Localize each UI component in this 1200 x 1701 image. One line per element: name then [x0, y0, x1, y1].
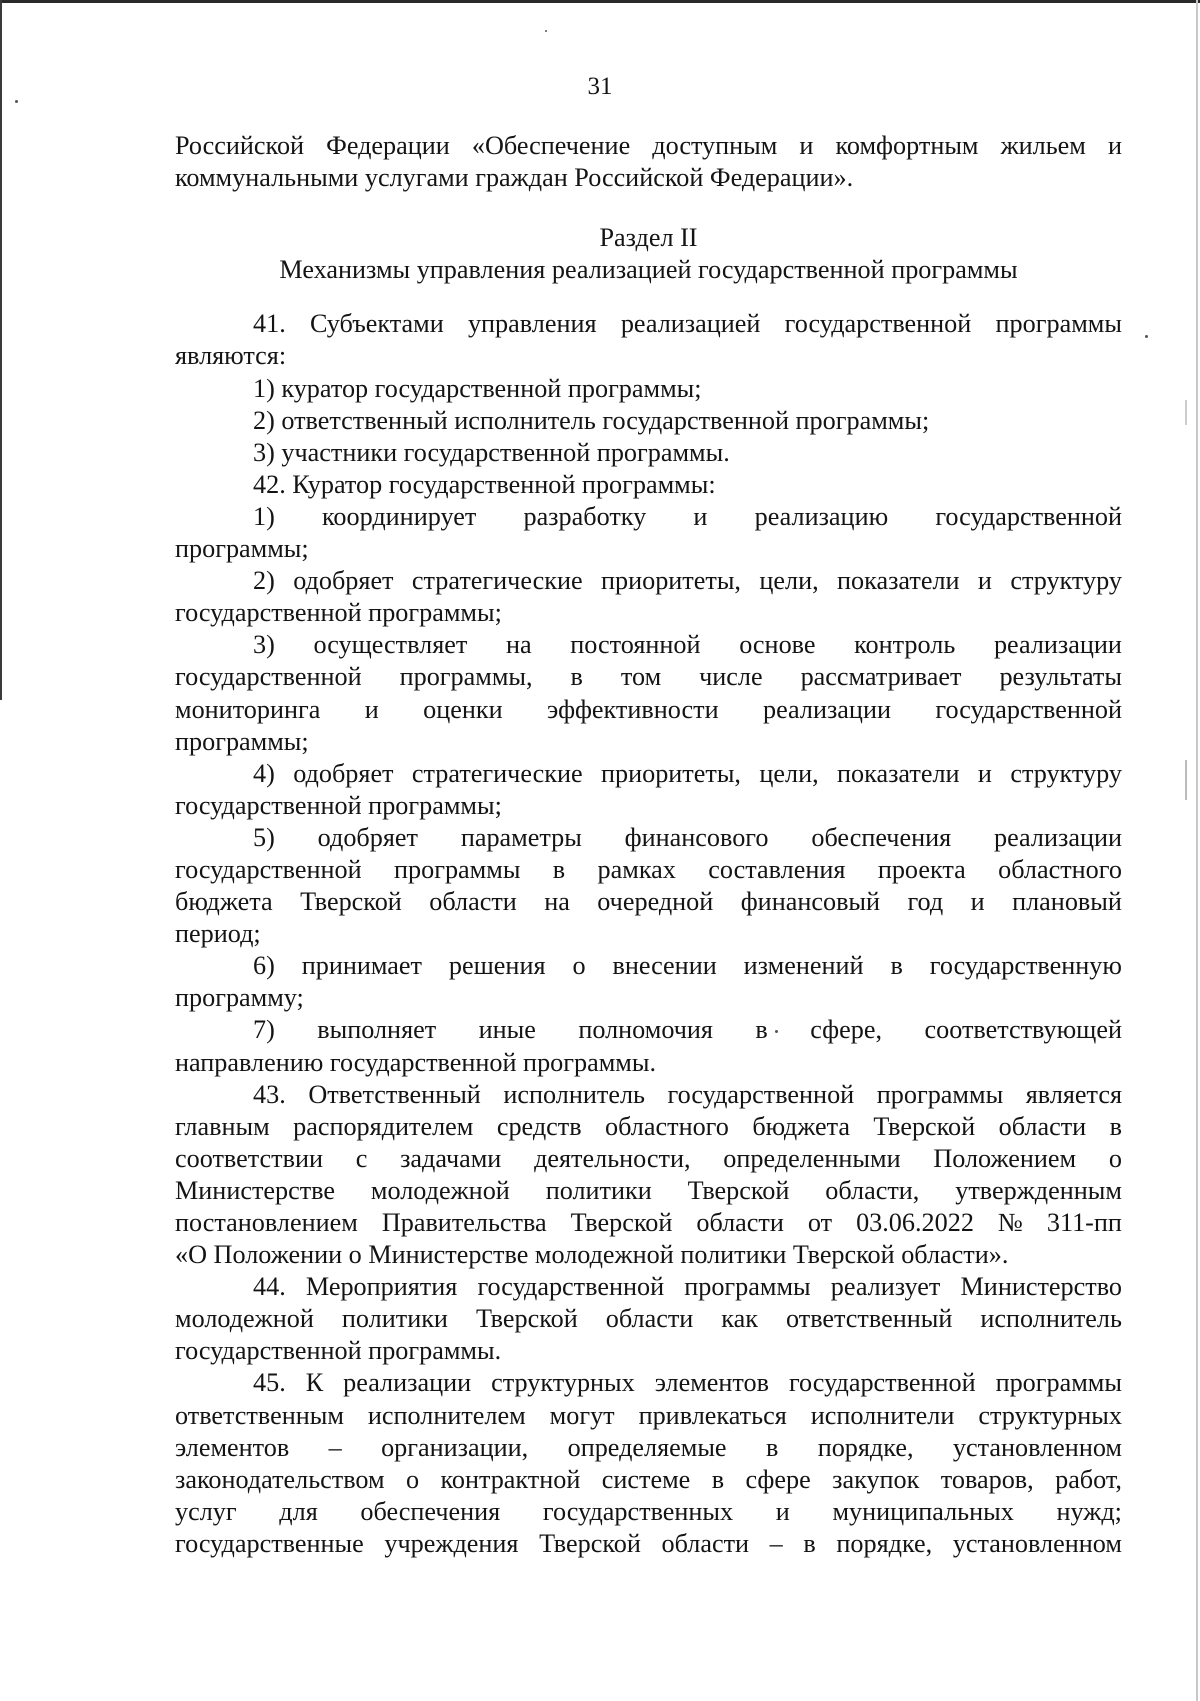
word: структуру: [1010, 758, 1122, 788]
word: нужд;: [1056, 1496, 1122, 1526]
word: постоянной: [570, 630, 701, 660]
scan-speck: [1145, 335, 1148, 338]
word: принимает: [301, 951, 422, 981]
word: одобряет: [293, 758, 394, 788]
word: муниципальных: [832, 1496, 1014, 1526]
word: стратегические: [411, 566, 583, 596]
word: исполнители: [810, 1400, 955, 1430]
text-line: [175, 1464, 1122, 1496]
text-line: [175, 1079, 1122, 1111]
text-line: [175, 694, 1122, 726]
word: 03.06.2022: [856, 1208, 974, 1237]
text-line: [175, 1143, 1122, 1175]
word: средств: [496, 1111, 582, 1141]
word: государственной: [175, 662, 362, 692]
word: области,: [825, 1175, 920, 1205]
word: государственные: [175, 1528, 364, 1558]
word: государственной: [667, 1079, 855, 1109]
word: мониторинга: [175, 694, 321, 724]
word: в: [1109, 1111, 1122, 1141]
document-body: [175, 130, 1122, 1560]
word: области: [605, 1304, 694, 1334]
word: реализацию: [754, 501, 889, 531]
word: учреждения: [384, 1528, 519, 1558]
word: структуру: [1010, 566, 1122, 596]
word: реализации: [762, 694, 891, 724]
spacer: [175, 286, 1122, 308]
word: 45.: [253, 1368, 286, 1398]
word: могут: [549, 1400, 615, 1430]
spacer: [175, 194, 1122, 222]
word: государственную: [929, 951, 1122, 981]
text-line: [175, 854, 1122, 886]
word: –: [328, 1432, 342, 1462]
text-line: [175, 1367, 1122, 1399]
word: программы,: [399, 662, 533, 692]
section-title: Механизмы управления реализацией государственной программы: [279, 255, 1018, 285]
word: государственной: [935, 501, 1122, 531]
word: программы: [995, 1368, 1122, 1398]
word: 2): [253, 566, 275, 596]
word: реализации: [994, 822, 1122, 852]
word: контрактной: [440, 1464, 581, 1494]
word: бюджета: [752, 1111, 850, 1141]
text-line: направлению государственной программы.: [175, 1047, 657, 1077]
word: деятельности,: [534, 1143, 691, 1173]
word: в: [765, 1432, 779, 1462]
text-line: государственной программы.: [175, 1336, 502, 1366]
word: Ответственный: [308, 1079, 481, 1109]
word: о: [572, 951, 586, 981]
word: Положением: [933, 1143, 1077, 1173]
word: стратегические: [411, 758, 583, 788]
word: одобряет: [293, 566, 394, 596]
word: сфере,: [810, 1015, 883, 1045]
scan-top-edge: [0, 0, 1200, 3]
word: выполняет: [317, 1015, 437, 1045]
word: области: [429, 887, 517, 917]
word: комфортным: [835, 131, 979, 160]
word: жильем: [1000, 131, 1086, 160]
word: Тверской: [687, 1175, 790, 1205]
word: и: [977, 758, 992, 788]
word: молодежной: [370, 1175, 510, 1205]
list-item: [175, 565, 1122, 597]
text-line: [175, 1175, 1122, 1207]
word: исполнитель: [503, 1079, 645, 1109]
word: 5): [253, 822, 275, 852]
word: и: [977, 566, 992, 596]
word: структурных: [978, 1400, 1122, 1430]
word: реализует: [830, 1272, 941, 1302]
word: основе: [739, 630, 816, 660]
word: порядке,: [836, 1528, 933, 1558]
word: структурных: [491, 1368, 635, 1398]
word: и: [775, 1496, 790, 1526]
word: Тверской: [539, 1528, 641, 1558]
text-line: государственной программы;: [175, 598, 502, 628]
word: одобряет: [317, 822, 418, 852]
word: государственной: [477, 1272, 665, 1302]
text-line: [175, 1207, 1122, 1239]
word: организации,: [381, 1432, 529, 1462]
word: области: [696, 1208, 784, 1237]
word: осуществляет: [313, 630, 468, 660]
word: Субъектами: [309, 309, 444, 339]
word: в: [755, 1015, 768, 1045]
word: 3): [253, 630, 275, 660]
text-line: [175, 1432, 1122, 1464]
word: программы: [876, 1079, 1004, 1109]
text-line: государственной программы;: [175, 790, 502, 820]
word: год: [907, 887, 944, 917]
word: 4): [253, 758, 275, 788]
word: Тверской: [570, 1208, 673, 1237]
word: политики: [545, 1175, 652, 1205]
word: области: [998, 1111, 1087, 1141]
text-line: программы;: [175, 534, 309, 564]
word: изменений: [743, 951, 864, 981]
word: в: [803, 1528, 816, 1558]
list-item: [175, 822, 1122, 854]
word: обеспечения: [811, 822, 952, 852]
word: составления: [708, 854, 846, 884]
word: ответственным: [175, 1400, 344, 1430]
word: «Обеспечение: [471, 131, 631, 160]
word: том: [620, 662, 662, 692]
word: финансового: [624, 822, 769, 852]
word: элементов: [175, 1432, 290, 1462]
word: управления: [467, 309, 597, 339]
word: и: [364, 694, 379, 724]
word: задачами: [400, 1143, 502, 1173]
word: закупок: [832, 1464, 920, 1494]
word: программы: [995, 309, 1122, 339]
word: показатели: [837, 758, 960, 788]
word: программы: [394, 854, 521, 884]
word: обеспечения: [360, 1496, 501, 1526]
word: области: [661, 1528, 750, 1558]
word: финансовый: [740, 887, 881, 917]
word: порядке,: [817, 1432, 914, 1462]
word: эффективности: [547, 694, 719, 724]
word: К: [305, 1368, 324, 1398]
word: ответственный: [786, 1304, 953, 1334]
word: цели,: [759, 566, 819, 596]
word: элементов: [654, 1368, 769, 1398]
word: бюджета: [175, 887, 273, 917]
word: и: [970, 887, 985, 917]
list-item: 3) участники государственной программы.: [253, 437, 730, 467]
word: утвержденным: [955, 1175, 1122, 1205]
word: областного: [998, 854, 1122, 884]
word: исполнитель: [980, 1304, 1122, 1334]
scan-left-edge: [0, 0, 2, 700]
word: соответствующей: [924, 1015, 1122, 1045]
word: областного: [605, 1111, 729, 1141]
word: координирует: [322, 501, 477, 531]
word: 44.: [253, 1272, 286, 1302]
text-line: [175, 130, 1122, 162]
text-line: 42. Куратор государственной программы:: [253, 469, 716, 499]
word: Тверской: [475, 1304, 578, 1334]
list-item: 1) куратор государственной программы;: [253, 373, 702, 403]
word: иные: [478, 1015, 536, 1045]
word: Тверской: [300, 887, 402, 917]
word: числе: [699, 662, 763, 692]
text-line: «О Положении о Министерстве молодежной политики Тверской области».: [175, 1240, 1009, 1270]
word: государственной: [788, 1368, 976, 1398]
word: в: [711, 1464, 725, 1494]
word: услуг: [175, 1496, 237, 1526]
word: сфере: [745, 1464, 811, 1494]
word: 1): [253, 501, 275, 531]
text-line: [175, 1111, 1122, 1143]
text-line: [175, 1496, 1122, 1528]
text-line: коммунальными услугами граждан Российской Федерации».: [175, 163, 854, 193]
word: цели,: [759, 758, 819, 788]
word: решения: [448, 951, 546, 981]
word: реализации: [343, 1368, 472, 1398]
word: распорядителем: [293, 1111, 474, 1141]
word: системе: [601, 1464, 691, 1494]
list-item: [175, 1014, 1122, 1046]
word: для: [279, 1496, 318, 1526]
word: о: [405, 1464, 420, 1494]
word: №: [997, 1208, 1023, 1237]
word: очередной: [597, 887, 714, 917]
word: в: [890, 951, 903, 981]
word: Министерстве: [175, 1175, 336, 1205]
word: как: [721, 1304, 758, 1334]
word: исполнителем: [367, 1400, 526, 1430]
list-item: 2) ответственный исполнитель государственной программы;: [253, 405, 930, 435]
scan-speck: [1185, 400, 1187, 425]
word: о: [1108, 1143, 1122, 1173]
word: 311-пп: [1046, 1208, 1122, 1237]
word: государственной: [935, 694, 1122, 724]
word: на: [544, 887, 570, 917]
word: государственной: [784, 309, 972, 339]
text-line: период;: [175, 919, 261, 949]
word: реализацией: [620, 309, 761, 339]
word: и: [693, 501, 708, 531]
text-line: [175, 1303, 1122, 1335]
word: оценки: [423, 694, 503, 724]
word: проекта: [877, 854, 966, 884]
word: плановый: [1012, 887, 1122, 917]
word: приоритеты,: [600, 566, 741, 596]
word: контроль: [854, 630, 956, 660]
word: рассматривает: [800, 662, 962, 692]
word: программы: [684, 1272, 811, 1302]
word: главным: [175, 1111, 270, 1141]
list-item: [175, 950, 1122, 982]
word: и: [799, 131, 814, 160]
word: товаров,: [940, 1464, 1034, 1494]
word: рамках: [597, 854, 676, 884]
text-line: программу;: [175, 983, 304, 1013]
word: законодательством: [175, 1464, 385, 1494]
word: государственных: [542, 1496, 734, 1526]
list-item: [175, 758, 1122, 790]
word: на: [505, 630, 532, 660]
scan-speck: [1185, 760, 1187, 800]
page-number: 31: [587, 73, 613, 100]
scan-speck: [545, 30, 547, 32]
word: работ,: [1055, 1464, 1122, 1494]
text-line: являются:: [175, 341, 287, 371]
text-line: программы;: [175, 726, 309, 756]
word: Министерство: [960, 1272, 1122, 1302]
word: определяемые: [567, 1432, 727, 1462]
word: Тверской: [873, 1111, 976, 1141]
word: доступным: [652, 131, 778, 160]
word: Федерации: [326, 131, 450, 160]
word: 6): [253, 951, 275, 981]
word: 43.: [253, 1079, 286, 1109]
text-line: [175, 886, 1122, 918]
word: параметры: [460, 822, 582, 852]
word: полномочия: [578, 1015, 713, 1045]
word: разработку: [523, 501, 647, 531]
scan-right-edge: [1196, 0, 1198, 1701]
word: Правительства: [381, 1208, 547, 1237]
word: в: [552, 854, 566, 884]
word: является: [1025, 1079, 1122, 1109]
word: результаты: [999, 662, 1122, 692]
word: молодежной: [175, 1304, 314, 1334]
word: определенными: [723, 1143, 901, 1173]
word: Российской: [175, 131, 305, 160]
word: установленном: [952, 1432, 1122, 1462]
word: государственной: [175, 854, 362, 884]
word: установленном: [952, 1528, 1122, 1558]
section-heading: Раздел II: [599, 223, 698, 253]
word: от: [807, 1208, 833, 1237]
list-item: [175, 501, 1122, 533]
word: 41.: [253, 309, 286, 339]
word: показатели: [837, 566, 960, 596]
word: и: [1107, 131, 1122, 160]
word: постановлением: [175, 1208, 358, 1237]
text-line: [175, 1400, 1122, 1432]
word: соответствии: [175, 1143, 323, 1173]
word: в: [570, 662, 583, 692]
word: Мероприятия: [305, 1272, 458, 1302]
word: реализации: [993, 630, 1122, 660]
word: с: [355, 1143, 368, 1173]
text-line: [175, 308, 1122, 340]
word: 7): [253, 1015, 275, 1045]
text-line: [175, 1271, 1122, 1303]
word: привлекаться: [638, 1400, 787, 1430]
word: политики: [341, 1304, 448, 1334]
word: внесении: [612, 951, 717, 981]
word: –: [769, 1528, 783, 1558]
list-item: [175, 629, 1122, 661]
word: приоритеты,: [600, 758, 741, 788]
text-line: [175, 1528, 1122, 1560]
text-line: [175, 661, 1122, 693]
